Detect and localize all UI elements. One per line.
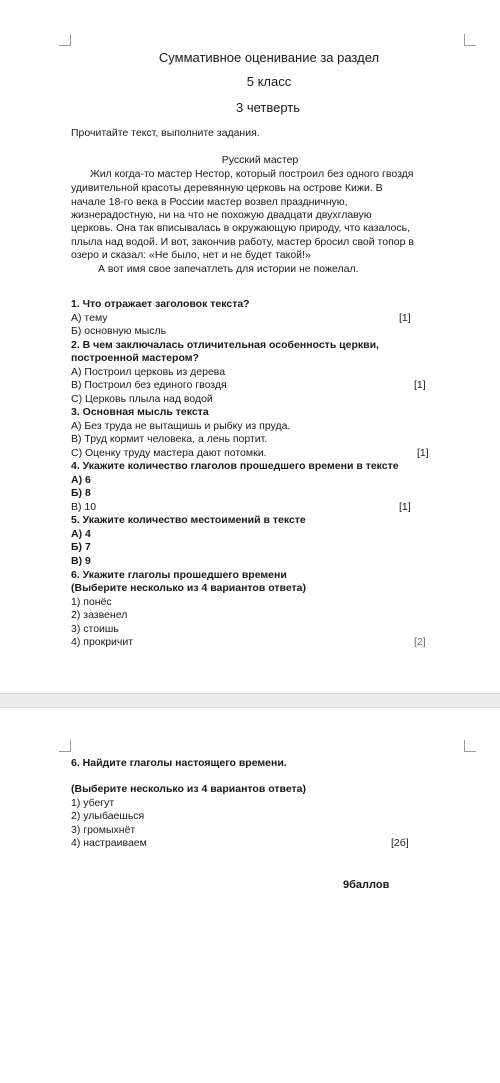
answer-option: 2) зазвенел [71, 609, 128, 621]
score-mark: [2б] [391, 837, 409, 849]
story-line: А вот имя свое запечатлеть для истории не пожелал. [98, 263, 359, 275]
answer-option: 1) убегут [71, 797, 115, 809]
story-line: плыла над водой. И вот, закончив работу, мастер бросил свой топор в [71, 236, 414, 248]
story-line: озеро и сказал: «Не было, нет и не будет такой!» [71, 249, 311, 261]
score-mark: [1] [399, 501, 411, 513]
question-heading: 6. Найдите глаголы настоящего времени. [71, 757, 287, 769]
answer-option: С) Церковь плыла над водой [71, 393, 213, 405]
total-score: 9баллов [343, 879, 390, 891]
answer-option: В) Труд кормит человека, а лень портит. [71, 433, 268, 445]
story-line: жизнерадостную, ни на что не похожую двадцати двухглавую [71, 209, 372, 221]
score-mark: [1] [417, 447, 429, 459]
page-corner-mark [59, 34, 71, 46]
page-corner-mark [59, 740, 71, 752]
answer-option: 2) улыбаешься [71, 810, 145, 822]
answer-option: 4) настраиваем [71, 837, 147, 849]
page-break [0, 693, 500, 708]
question-heading: (Выберите несколько из 4 вариантов ответа) [71, 582, 306, 594]
question-heading: 6. Укажите глаголы прошедшего времени [71, 569, 287, 581]
answer-option: В) Построил без единого гвоздя [71, 379, 227, 391]
answer-option: 3) громыхнёт [71, 824, 136, 836]
question-heading: 3. Основная мысль текста [71, 406, 209, 418]
question-heading: 4. Укажите количество глаголов прошедшего времени в тексте [71, 460, 399, 472]
answer-option: А) тему [71, 312, 108, 324]
answer-option: В) 9 [71, 555, 91, 567]
story-line: церковь. Она так вписывалась в окружающую природу, что казалось, [71, 222, 410, 234]
instruction-text: Прочитайте текст, выполните задания. [71, 127, 260, 139]
quarter-label: 3 четверть [235, 100, 301, 115]
page-corner-mark [464, 740, 476, 752]
answer-option: 1) понёс [71, 596, 112, 608]
question-subtitle: (Выберите несколько из 4 вариантов ответа) [71, 783, 306, 795]
score-mark: [2] [414, 636, 426, 648]
question-heading: 1. Что отражает заголовок текста? [71, 298, 250, 310]
answer-option: В) 10 [71, 501, 97, 513]
page-corner-mark [464, 34, 476, 46]
answer-option: Б) основную мысль [71, 325, 167, 337]
question-heading: построенной мастером? [71, 352, 199, 364]
answer-option: А) 4 [71, 528, 91, 540]
answer-option: 3) стоишь [71, 623, 119, 635]
document-title: Суммативное оценивание за раздел [158, 50, 380, 65]
story-line: удивительной красоты деревянную церковь на острове Кижи. В [71, 182, 383, 194]
question-heading: 5. Укажите количество местоимений в тексте [71, 514, 306, 526]
answer-option: 4) прокричит [71, 636, 134, 648]
answer-option: Б) 7 [71, 541, 91, 553]
story-line: начале 18-го века в России мастер возвел праздничную, [71, 196, 348, 208]
story-line: Жил когда-то мастер Нестор, который построил без одного гвоздя [90, 168, 414, 180]
story-title: Русский мастер [221, 154, 299, 166]
answer-option: А) Построил церковь из дерева [71, 366, 226, 378]
answer-option: С) Оценку труду мастера дают потомки. [71, 447, 267, 459]
document-page-2 [0, 708, 500, 1083]
question-heading: 2. В чем заключалась отличительная особенность церкви, [71, 339, 379, 351]
score-mark: [1] [414, 379, 426, 391]
answer-option: А) 6 [71, 474, 91, 486]
answer-option: А) Без труда не вытащишь и рыбку из пруда. [71, 420, 291, 432]
grade-label: 5 класс [246, 74, 292, 89]
answer-option: Б) 8 [71, 487, 91, 499]
score-mark: [1] [399, 312, 411, 324]
